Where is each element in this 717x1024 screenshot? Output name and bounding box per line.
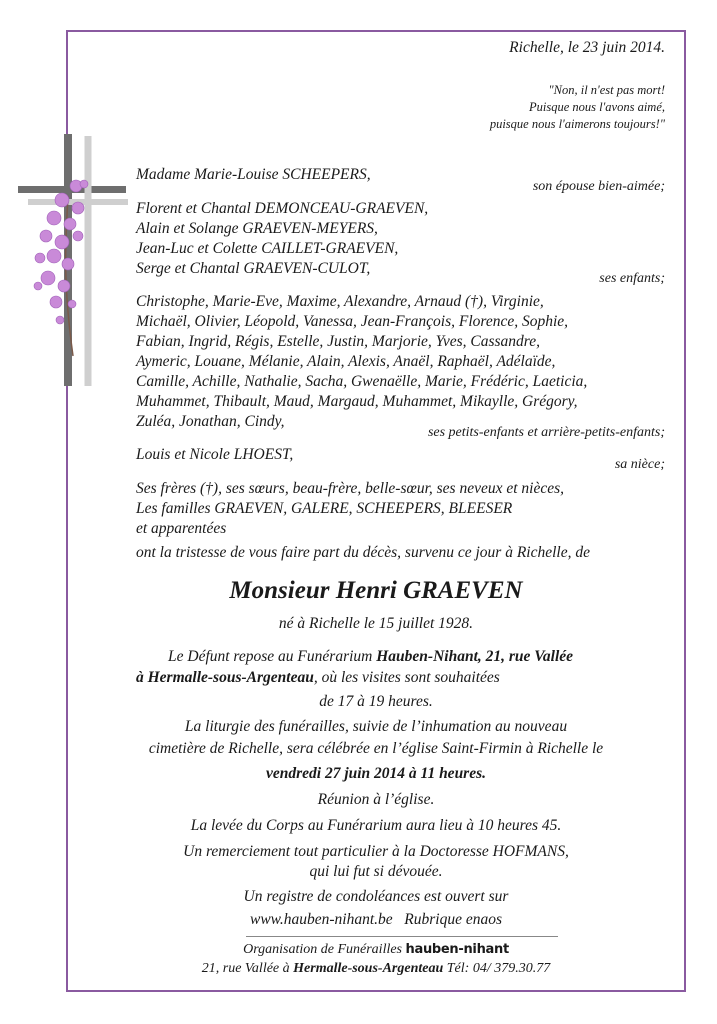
visit-hours: de 17 à 19 heures. bbox=[319, 693, 433, 710]
birth-info: né à Richelle le 15 juillet 1928. bbox=[278, 615, 474, 632]
liturgy-date: vendredi 27 juin 2014 à 11 heures. bbox=[265, 765, 487, 782]
register-line-2: www.hauben-nihant.be Rubrique enaos bbox=[250, 911, 502, 928]
grandchildren-line-6: Muhammet, Thibault, Maud, Margaud, Muhammet, Mikaylle, Grégory, bbox=[136, 393, 578, 410]
others-line-3: et apparentées bbox=[136, 520, 227, 537]
grandchildren-line-4: Aymeric, Louane, Mélanie, Alain, Alexis, Anaël, Raphaël, Adélaïde, bbox=[136, 353, 556, 370]
grandchildren-line-2: Michaël, Olivier, Léopold, Vanessa, Jean-François, Florence, Sophie, bbox=[136, 313, 569, 330]
quote-line-3: puisque nous l'aimerons toujours!" bbox=[489, 117, 665, 131]
register-line-1: Un registre de condoléances est ouvert sur bbox=[243, 888, 509, 905]
spouse-name: Madame Marie-Louise SCHEEPERS, bbox=[136, 166, 371, 183]
funerarium-town: à Hermalle-sous-Argenteau bbox=[136, 669, 314, 686]
thanks-line-1: Un remerciement tout particulier à la Doctoresse HOFMANS, bbox=[183, 843, 569, 860]
footer-divider bbox=[246, 936, 558, 937]
funerarium-name: Hauben-Nihant, 21, rue Vallée bbox=[376, 648, 574, 665]
hauben-nihant-logo: hauben-nihant bbox=[405, 942, 509, 957]
child-line-4: Serge et Chantal GRAEVEN-CULOT, bbox=[136, 260, 371, 277]
others-line-2: Les familles GRAEVEN, GALERE, SCHEEPERS, BLEESER bbox=[136, 500, 513, 517]
spouse-role: son épouse bien-aimée; bbox=[532, 179, 665, 194]
grandchildren-line-5: Camille, Achille, Nathalie, Sacha, Gwenaëlle, Marie, Frédéric, Laeticia, bbox=[136, 373, 588, 390]
repose-text-1: Le Défunt repose au Funérarium bbox=[168, 648, 377, 665]
others-line-1: Ses frères (†), ses sœurs, beau-frère, belle-sœur, ses neveux et nièces, bbox=[136, 480, 565, 497]
niece-name: Louis et Nicole LHOEST, bbox=[136, 446, 294, 463]
grandchildren-line-3: Fabian, Ingrid, Régis, Estelle, Justin, Marjorie, Yves, Cassandre, bbox=[136, 333, 540, 350]
address-town: Hermalle-sous-Argenteau bbox=[293, 961, 444, 976]
quote-line-2: Puisque nous l'avons aimé, bbox=[529, 100, 665, 114]
quote-line-1: "Non, il n'est pas mort! bbox=[548, 83, 665, 97]
liturgy-line-1: La liturgie des funérailles, suivie de l’inhumation au nouveau bbox=[184, 718, 568, 735]
footer-organisation bbox=[66, 941, 686, 959]
address-street: 21, rue Vallée à bbox=[201, 961, 294, 976]
address-phone: Tél: 04/ 379.30.77 bbox=[443, 961, 551, 976]
niece-role: sa nièce; bbox=[614, 457, 665, 472]
liturgy-line-2: cimetière de Richelle, sera célébrée en l’église Saint-Firmin à Richelle le bbox=[148, 740, 604, 757]
child-line-3: Jean-Luc et Colette CAILLET-GRAEVEN, bbox=[136, 240, 399, 257]
footer-address bbox=[66, 960, 686, 978]
grandchildren-line-7: Zuléa, Jonathan, Cindy, bbox=[136, 413, 285, 430]
reunion: Réunion à l’église. bbox=[317, 791, 435, 808]
thanks-line-2: qui lui fut si dévouée. bbox=[309, 863, 443, 880]
announcement: ont la tristesse de vous faire part du décès, survenu ce jour à Richelle, de bbox=[136, 544, 590, 561]
orchid-flowers bbox=[34, 180, 88, 356]
repose-line-1 bbox=[168, 647, 573, 667]
deceased-name: Monsieur Henri GRAEVEN bbox=[229, 577, 523, 604]
repose-line-2 bbox=[136, 668, 500, 688]
child-line-1: Florent et Chantal DEMONCEAU-GRAEVEN, bbox=[136, 200, 429, 217]
repose-text-2: , où les visites sont souhaitées bbox=[313, 669, 500, 686]
grandchildren-role: ses petits-enfants et arrière-petits-enfants; bbox=[427, 425, 665, 440]
place-date: Richelle, le 23 juin 2014. bbox=[509, 39, 665, 56]
children-role: ses enfants; bbox=[599, 271, 665, 286]
child-line-2: Alain et Solange GRAEVEN-MEYERS, bbox=[136, 220, 378, 237]
levee: La levée du Corps au Funérarium aura lieu à 10 heures 45. bbox=[190, 817, 562, 834]
organisation-label: Organisation de Funérailles bbox=[243, 942, 406, 957]
cross-with-flowers-image bbox=[18, 126, 128, 396]
grandchildren-line-1: Christophe, Marie-Eve, Maxime, Alexandre, Arnaud (†), Virginie, bbox=[136, 293, 544, 310]
